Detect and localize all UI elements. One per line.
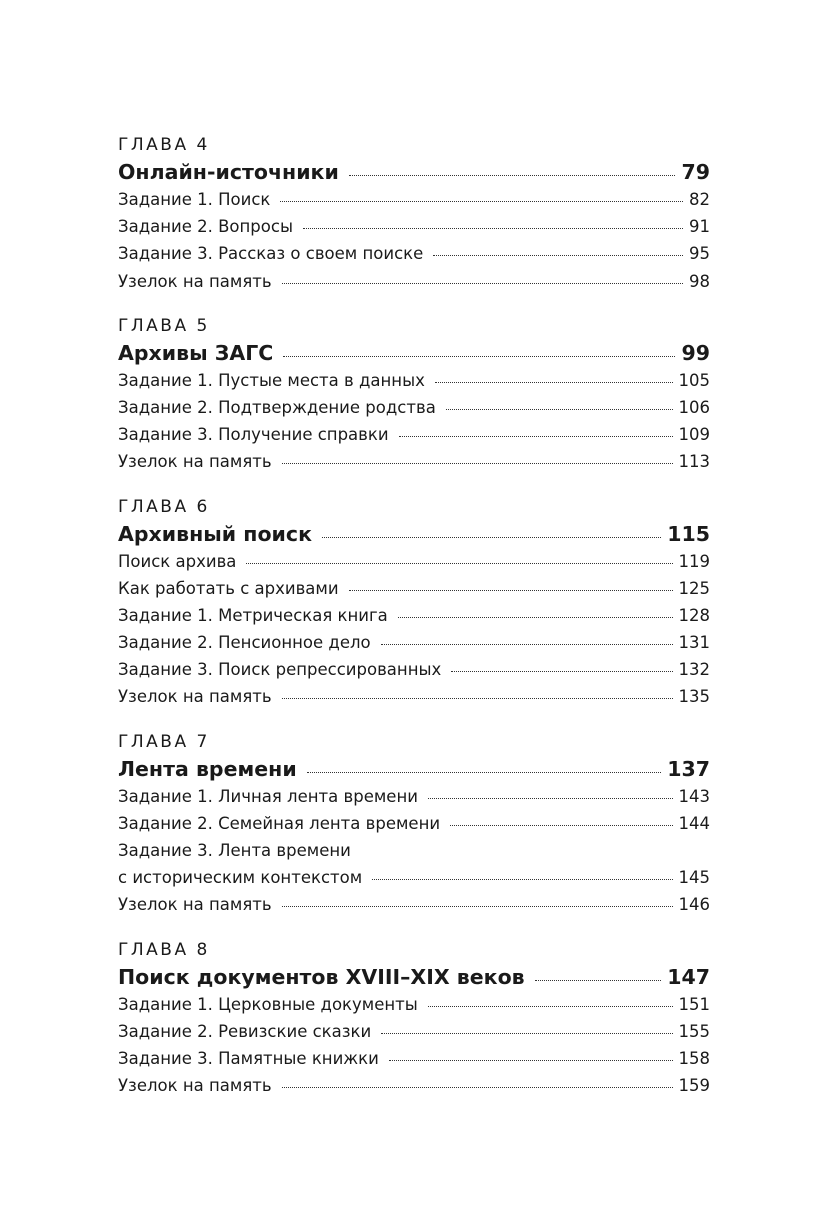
chapter-title-row xyxy=(118,755,710,783)
page-number: 137 xyxy=(667,756,710,781)
entry-text: Узелок на память xyxy=(118,1076,272,1096)
entry-text: Задание 3. Памятные книжки xyxy=(118,1048,379,1068)
chapter-8 xyxy=(118,938,710,1100)
page-number: 131 xyxy=(678,633,710,653)
toc-entry xyxy=(118,186,710,213)
entry-text: Как работать с архивами xyxy=(118,578,339,598)
chapter-title-row xyxy=(118,158,710,186)
toc-entry xyxy=(118,575,710,602)
entry-text: Узелок на память xyxy=(118,895,272,915)
chapter-title: Архивный поиск xyxy=(118,521,312,546)
toc-entry xyxy=(118,783,710,810)
chapter-5 xyxy=(118,314,710,476)
entry-text: Задание 3. Получение справки xyxy=(118,425,389,445)
dot-leader xyxy=(535,980,662,981)
page-number: 79 xyxy=(681,160,710,184)
entry-text: Задание 3. Поиск репрессированных xyxy=(118,660,442,680)
page-number: 159 xyxy=(678,1076,710,1096)
toc-entry xyxy=(118,240,710,267)
toc-entry xyxy=(118,810,710,837)
chapter-7 xyxy=(118,730,710,919)
entry-text: Задание 1. Личная лента времени xyxy=(118,786,418,806)
page-number: 146 xyxy=(678,895,710,915)
chapter-label: ГЛАВА 5 xyxy=(118,315,210,336)
entry-text: Задание 2. Вопросы xyxy=(118,217,293,237)
dot-leader xyxy=(307,772,662,773)
entry-text: Узелок на память xyxy=(118,452,272,472)
chapter-title: Поиск документов XVIII–XIX веков xyxy=(118,964,525,989)
dot-leader xyxy=(349,590,673,591)
entry-text-continuation: с историческим контекстом xyxy=(118,868,363,888)
chapter-label: ГЛАВА 4 xyxy=(118,135,210,155)
dot-leader xyxy=(428,1006,673,1007)
dot-leader xyxy=(389,1060,673,1061)
dot-leader xyxy=(246,563,672,564)
dot-leader xyxy=(303,228,683,229)
dot-leader xyxy=(282,283,683,284)
page-number: 145 xyxy=(678,868,710,888)
chapter-title: Архивы ЗАГС xyxy=(118,340,274,365)
toc-entry xyxy=(118,656,710,683)
dot-leader xyxy=(399,436,673,437)
table-of-contents xyxy=(118,133,710,1118)
toc-entry xyxy=(118,548,710,575)
page-number: 143 xyxy=(678,786,710,806)
chapter-label: ГЛАВА 8 xyxy=(118,939,210,960)
dot-leader xyxy=(280,201,683,202)
dot-leader xyxy=(381,1033,672,1034)
dot-leader xyxy=(450,825,672,826)
page-number: 99 xyxy=(681,340,710,365)
toc-entry xyxy=(118,629,710,656)
page-number: 105 xyxy=(678,370,710,390)
toc-entry xyxy=(118,394,710,421)
entry-text: Задание 2. Ревизские сказки xyxy=(118,1021,372,1041)
chapter-title: Онлайн-источники xyxy=(118,160,339,184)
page-number: 135 xyxy=(678,687,710,707)
entry-text: Задание 3. Рассказ о своем поиске xyxy=(118,244,424,264)
page-number: 109 xyxy=(678,425,710,445)
dot-leader xyxy=(372,879,672,880)
dot-leader xyxy=(282,463,673,464)
toc-entry xyxy=(118,891,710,918)
toc-entry xyxy=(118,991,710,1018)
page-number: 98 xyxy=(689,271,710,291)
toc-entry xyxy=(118,1072,710,1099)
page-number: 119 xyxy=(678,551,710,571)
page-number: 125 xyxy=(678,578,710,598)
page-number: 82 xyxy=(689,190,710,209)
entry-text: Задание 1. Пустые места в данных xyxy=(118,370,425,390)
chapter-6 xyxy=(118,495,710,711)
entry-text: Задание 2. Подтверждение родства xyxy=(118,397,436,417)
dot-leader xyxy=(451,671,672,672)
page-number: 155 xyxy=(678,1021,710,1041)
chapter-4 xyxy=(118,133,710,295)
toc-entry-line-2 xyxy=(118,864,710,891)
entry-text: Задание 1. Церковные документы xyxy=(118,994,418,1014)
entry-text: Задание 2. Семейная лента времени xyxy=(118,813,441,833)
toc-entry xyxy=(118,602,710,629)
chapter-label: ГЛАВА 6 xyxy=(118,496,210,517)
entry-text: Задание 3. Лента времени xyxy=(118,841,351,860)
page-number: 106 xyxy=(678,397,710,417)
toc-entry xyxy=(118,448,710,475)
dot-leader xyxy=(349,175,676,176)
dot-leader xyxy=(283,356,675,357)
dot-leader xyxy=(446,409,673,410)
entry-text: Задание 1. Метрическая книга xyxy=(118,605,388,625)
page-number: 147 xyxy=(667,964,710,989)
dot-leader xyxy=(282,1087,673,1088)
dot-leader xyxy=(398,617,673,618)
page-number: 158 xyxy=(678,1048,710,1068)
page-number: 115 xyxy=(667,521,710,546)
entry-text: Задание 1. Поиск xyxy=(118,190,271,209)
chapter-title-row xyxy=(118,520,710,548)
entry-text: Задание 2. Пенсионное дело xyxy=(118,633,371,653)
chapter-title: Лента времени xyxy=(118,756,297,781)
toc-entry xyxy=(118,367,710,394)
toc-entry xyxy=(118,213,710,240)
chapter-title-row xyxy=(118,963,710,991)
chapter-title-row xyxy=(118,339,710,367)
toc-entry xyxy=(118,268,710,295)
entry-text: Узелок на память xyxy=(118,271,272,291)
toc-entry xyxy=(118,421,710,448)
page-number: 128 xyxy=(678,605,710,625)
toc-entry-line-1 xyxy=(118,837,710,864)
dot-leader xyxy=(322,537,661,538)
page-number: 113 xyxy=(678,452,710,472)
entry-text: Поиск архива xyxy=(118,551,237,571)
dot-leader xyxy=(433,255,683,256)
dot-leader xyxy=(282,906,673,907)
entry-text: Узелок на память xyxy=(118,687,272,707)
toc-entry xyxy=(118,683,710,710)
page-number: 144 xyxy=(678,813,710,833)
page-number: 91 xyxy=(689,217,710,237)
dot-leader xyxy=(381,644,673,645)
chapter-label: ГЛАВА 7 xyxy=(118,731,210,752)
toc-entry xyxy=(118,1045,710,1072)
page-number: 151 xyxy=(678,994,710,1014)
dot-leader xyxy=(428,798,673,799)
dot-leader xyxy=(435,382,673,383)
page-number: 95 xyxy=(689,244,710,264)
dot-leader xyxy=(282,698,673,699)
page-number: 132 xyxy=(678,660,710,680)
toc-entry xyxy=(118,1018,710,1045)
